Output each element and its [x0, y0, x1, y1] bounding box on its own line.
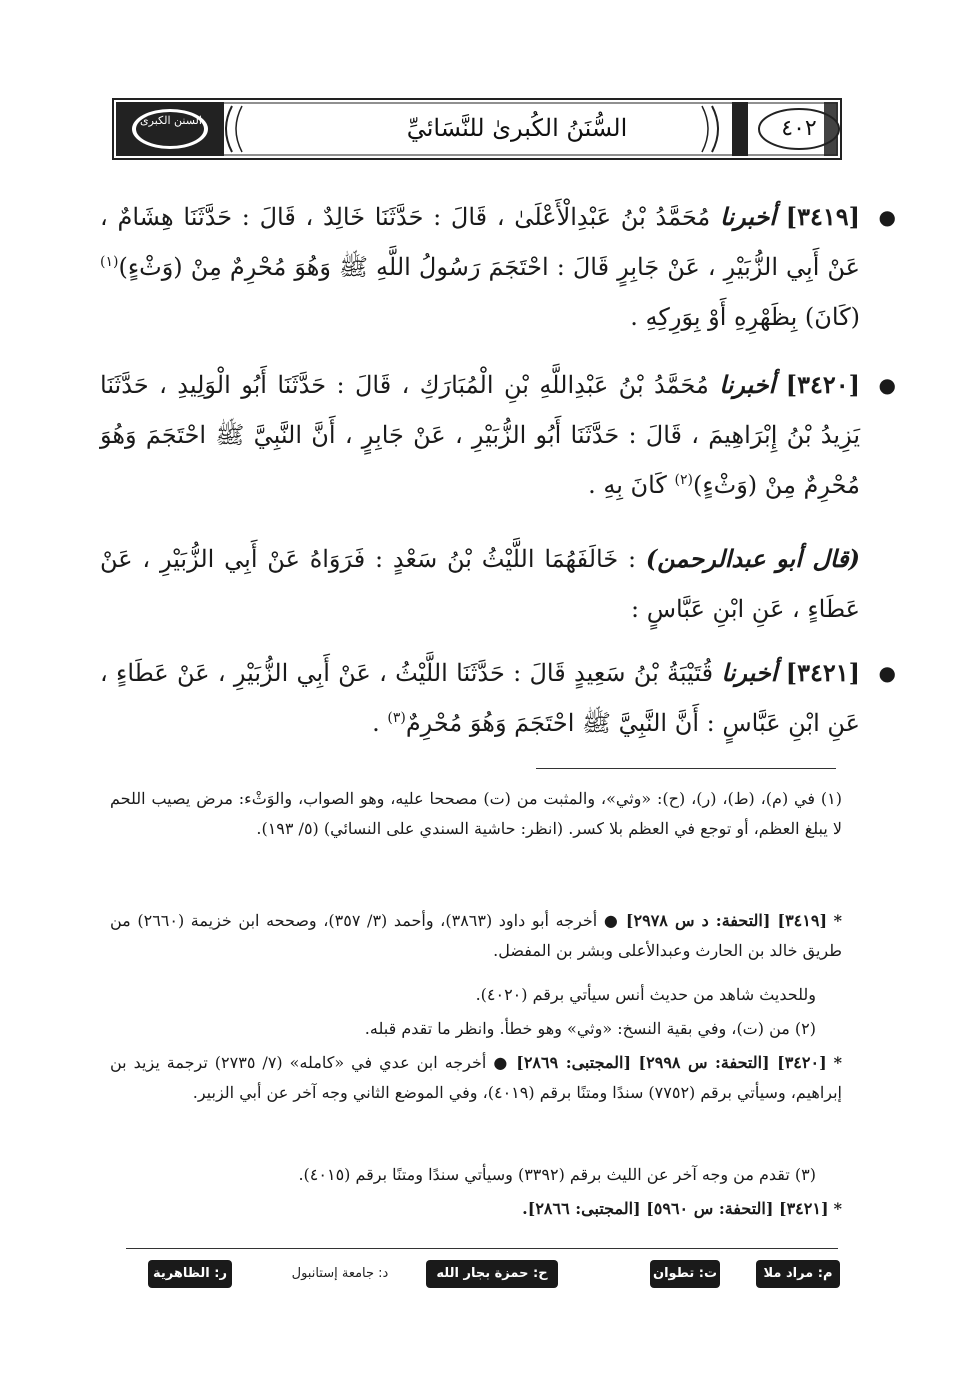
takhrij-3420 — [110, 1048, 842, 1108]
footnote-ref[interactable]: (١) — [100, 254, 119, 270]
siglum-h: ح: حمزة بجار الله — [426, 1260, 558, 1288]
page-header — [112, 98, 842, 160]
hadith-text: مُحَمَّدُ بْنُ عَبْدِاللَّهِ بْنِ الْمُبَارَكِ ، قَالَ : حَدَّثَنَا أَبُو الْوَلِيدِ ، حَدَّثَنَا يَزِيدُ بْنُ إِبْرَاهِيمَ ، قَالَ : حَدَّثَنَا أَبُو الزُّبَيْرِ ، عَنْ جَابِرٍ ، أَنَّ النَّبِيَّ ﷺ احْتَجَمَ وَهُوَ مُحْرِمٌ مِنْ (وَثْءٍ) — [100, 371, 860, 499]
footnote-text: (١) في (م)، (ط)، (ر)، (ح): «وثي»، والمثبت من (ت) مصححا عليه، وهو الصواب، والوَثْء: مرض يصيب اللحم لا يبلغ العظم، أو توجع في العظم بلا كسر. (انظر: حاشية السندي على النسائي) (٥/ ١٩٣). — [110, 789, 842, 838]
footnote-text: (٣) تقدم من وجه آخر عن الليث برقم (٣٣٩٢) وسيأتي سندًا ومتنًا برقم (٤٠١٥). — [298, 1165, 816, 1184]
hadith-text-end: (كَانَ) بِظَهْرِهِ أَوْ بِوَرِكِهِ . — [630, 303, 860, 331]
qala-label: (قال أبو عبدالرحمن) — [645, 544, 860, 573]
takhrij-text: ● أخرجه ابن عدي في «كامله» (٧/ ٢٧٣٥) ترجمة يزيد بن إبراهيم، وسيأتي برقم (٧٧٥٢) سندًا ومتنًا برقم (٤٠١٩)، وفي الموضع الثاني وجه آخر عن أبي الزبير. — [110, 1053, 842, 1102]
footnote-ref[interactable]: (٢) — [674, 472, 693, 488]
book-title: السُّنَنُ الكُبرىٰ للنَّسَائيِّ — [406, 114, 628, 142]
hadith-number: [٣٤٢١] — [785, 658, 860, 687]
takhrij-text: ● أخرجه أبو داود (٣٨٦٣)، وأحمد (٣/ ٣٥٧)، وصححه ابن خزيمة (٢٦٦٠) من طريق خالد بن الحارث وعبدالأعلى وبشر بن المفضل. — [110, 911, 842, 960]
akhbarana-label: أخبرنا — [719, 370, 776, 399]
takhrij-ref: [٣٤١٩] [التحفة: د س ٢٩٧٨] — [625, 911, 828, 930]
hadith-number: [٣٤٢٠] — [785, 370, 860, 399]
hadith-number: [٣٤١٩] — [785, 202, 860, 231]
footnote-3 — [110, 1160, 842, 1190]
hadith-text-end: كَانَ بِهِ . — [588, 471, 667, 499]
page-number: ٤٠٢ — [781, 116, 817, 141]
hadith-3420 — [100, 360, 896, 510]
hadith-text: مُحَمَّدُ بْنُ عَبْدِالْأَعْلَىٰ ، قَالَ : حَدَّثَنَا خَالِدٌ ، قَالَ : حَدَّثَنَا هِشَامٌ ، عَنْ أَبِي الزُّبَيْرِ ، عَنْ جَابِرٍ قَالَ : احْتَجَمَ رَسُولُ اللَّهِ ﷺ وَهُوَ مُحْرِمٌ مِنْ (وَثْءٍ) — [100, 203, 860, 281]
hadith-3421 — [100, 648, 896, 748]
hadith-text-end: . — [372, 709, 380, 737]
takhrij-ref: [٣٤٢١] [التحفة: س ٥٩٦٠] [المجتبى: ٢٨٦٦]. — [522, 1199, 829, 1218]
akhbarana-label: أخبرنا — [721, 658, 778, 687]
takhrij-3421 — [110, 1194, 842, 1224]
siglum-t: ت: تطوان — [650, 1260, 720, 1288]
footnote-1 — [110, 784, 842, 844]
footnote-divider — [536, 768, 836, 769]
bullet-icon: ● — [878, 373, 896, 397]
shahid-note — [110, 980, 842, 1010]
siglum-d: د: جامعة إستانبول — [291, 1266, 389, 1281]
comment-text: : خَالَفَهُمَا اللَّيْثُ بْنُ سَعْدٍ : فَرَوَاهُ عَنْ أَبِي الزُّبَيْرِ ، عَنْ عَطَاءٍ ، عَنِ ابْنِ عَبَّاسٍ : — [100, 545, 860, 623]
footnote-text: (٢) من (ت)، وفي بقية النسخ: «وثي» وهو خطأ. وانظر ما تقدم قبله. — [364, 1019, 816, 1038]
bullet-icon: ● — [878, 205, 896, 229]
star-icon: * — [833, 1053, 843, 1072]
footnote-ref[interactable]: (٣) — [387, 710, 406, 726]
book-emblem — [114, 102, 222, 156]
author-comment — [100, 534, 860, 634]
bullet-icon: ● — [878, 661, 896, 685]
note-text: وللحديث شاهد من حديث أنس سيأتي برقم (٤٠٢٠). — [475, 985, 816, 1004]
takhrij-3419 — [110, 906, 842, 966]
manuscript-sigla-footer — [120, 1256, 840, 1296]
footnote-2 — [110, 1014, 842, 1044]
emblem-label: السنن الكبرى — [140, 114, 202, 127]
star-icon: * — [833, 1199, 842, 1218]
siglum-m: م: مراد ملا — [756, 1260, 840, 1288]
siglum-r: ر: الظاهرية — [148, 1260, 232, 1288]
footer-divider — [126, 1248, 838, 1249]
takhrij-ref: [٣٤٢٠] [التحفة: س ٢٩٩٨] [المجتبى: ٢٨٦٩] — [516, 1053, 827, 1072]
hadith-3419 — [100, 192, 896, 342]
akhbarana-label: أخبرنا — [720, 202, 776, 231]
hadith-text: قُتَيْبَةُ بْنُ سَعِيدٍ قَالَ : حَدَّثَنَا اللَّيْثُ ، عَنْ أَبِي الزُّبَيْرِ ، عَنْ عَطَاءٍ ، عَنِ ابْنِ عَبَّاسٍ : أَنَّ النَّبِيَّ ﷺ احْتَجَمَ وَهُوَ مُحْرِمٌ — [100, 659, 860, 737]
star-icon: * — [833, 911, 843, 930]
